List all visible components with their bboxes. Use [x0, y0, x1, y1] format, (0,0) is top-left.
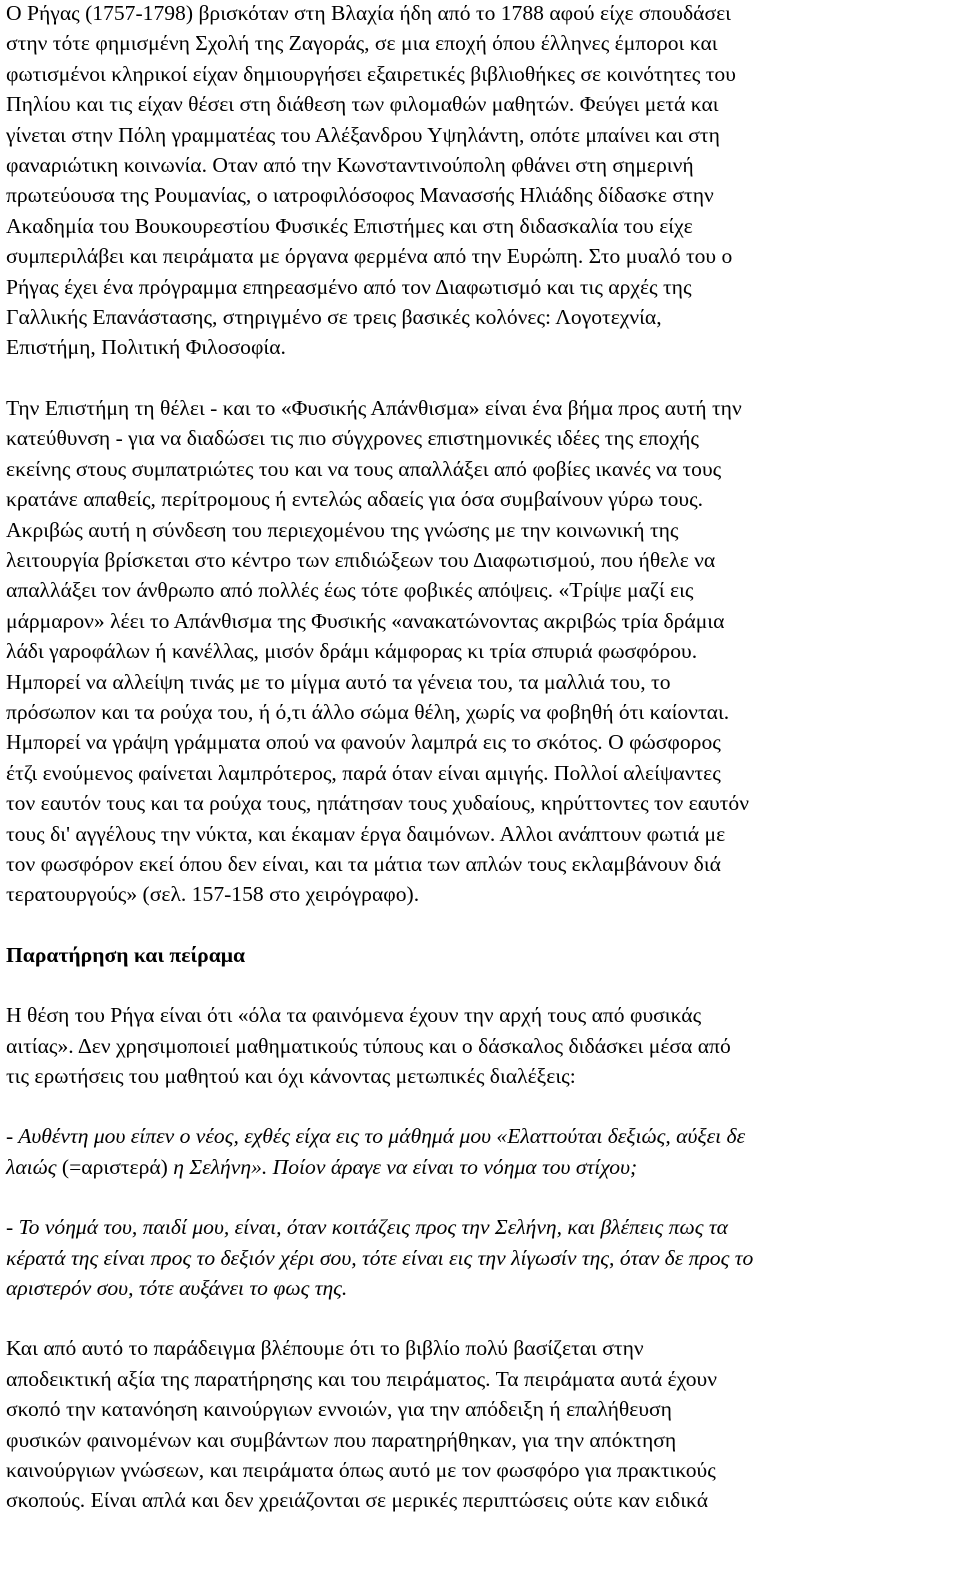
paragraph-observation-experiment	[6, 1333, 956, 1515]
text-line: αριστερόν σου, τότε αυξάνει το φως της.	[6, 1276, 348, 1301]
dialogue-question	[6, 1121, 956, 1182]
text-line: πρωτεύουσα της Ρουμανίας, ο ιατροφιλόσοφος Μανασσής Ηλιάδης δίδασκε στην	[6, 183, 714, 208]
text-line: συμπεριλάβει και πειράματα με όργανα φερμένα από την Ευρώπη. Στο μυαλό του ο	[6, 244, 733, 269]
text-line: κατεύθυνση - για να διαδώσει τις πιο σύγχρονες επιστημονικές ιδέες της εποχής	[6, 426, 699, 451]
text-line: Και από αυτό το παράδειγμα βλέπουμε ότι το βιβλίο πολύ βασίζεται στην	[6, 1336, 644, 1361]
text-line: τον εαυτόν τους και τα ρούχα τους, ηπάτησαν τους χυδαίους, κηρύττοντες τον εαυτόν	[6, 791, 749, 816]
text-line: φαναριώτικη κοινωνία. Οταν από την Κωνσταντινούπολη φθάνει στη σημερινή	[6, 153, 694, 178]
paragraph-spacer	[6, 1091, 956, 1121]
text-line: έτζι ενούμενος φαίνεται λαμπρότερος, παρά όταν είναι αμιγής. Πολλοί αλείψαντες	[6, 760, 721, 785]
text-line: Η θέση του Ρήγα είναι ότι «όλα τα φαινόμενα έχουν την αρχή τους από φυσικάς	[6, 1003, 702, 1028]
text-line: Επιστήμη, Πολιτική Φιλοσοφία.	[6, 335, 286, 360]
text-line: Ακαδημία του Βουκουρεστίου Φυσικές Επιστήμες και στη διδασκαλία του είχε	[6, 213, 693, 238]
text-line: Ημπορεί να γράψη γράμματα οπού να φανούν λαμπρά εις το σκότος. Ο φώσφορος	[6, 730, 721, 755]
text-line: Ο Ρήγας (1757-1798) βρισκόταν στη Βλαχία ήδη από το 1788 αφού είχε σπουδάσει	[6, 1, 731, 25]
text-line: τις ερωτήσεις του μαθητού και όχι κάνοντας μετωπικές διαλέξεις:	[6, 1064, 576, 1088]
text-line: γίνεται στην Πόλη γραμματέας του Αλέξανδρου Υψηλάντη, οπότε μπαίνει και στη	[6, 122, 720, 147]
text-line: Ακριβώς αυτή η σύνδεση του περιεχομένου της γνώσης με την κοινωνική της	[6, 517, 679, 542]
roman-fragment: (=αριστερά)	[61, 1154, 168, 1179]
paragraph-spacer	[6, 1303, 956, 1333]
paragraph-spacer	[6, 363, 956, 393]
text-line: τους δι' αγγέλους την νύκτα, και έκαμαν έργα δαιμόνων. Αλλοι ανάπτουν φωτιά με	[6, 821, 726, 846]
section-heading	[6, 940, 956, 970]
paragraph-spacer	[6, 910, 956, 940]
text-line: Ρήγας έχει ένα πρόγραμμα επηρεασμένο από τον Διαφωτισμό και τις αρχές της	[6, 274, 692, 299]
text-line: - Το νόημά του, παιδί μου, είναι, όταν κοιτάζεις προς την Σελήνη, και βλέπεις πως τα	[6, 1215, 728, 1240]
heading-text: Παρατήρηση και πείραμα	[6, 942, 246, 967]
paragraph-science-aims	[6, 393, 956, 910]
italic-fragment: η Σελήνη». Ποίον άραγε να είναι το νόημα του στίχου;	[167, 1154, 638, 1179]
text-line: καινούργιων γνώσεων, και πειράματα όπως αυτό με τον φωσφόρο για πρακτικούς	[6, 1458, 716, 1483]
text-line: απαλλάξει τον άνθρωπο από πολλές έως τότε φοβικές απόψεις. «Τρίψε μαζί εις	[6, 578, 694, 603]
text-line: Πηλίου και τις είχαν θέσει στη διάθεση των φιλομαθών μαθητών. Φεύγει μετά και	[6, 92, 719, 117]
text-line: τον φωσφόρον εκεί όπου δεν είναι, και τα μάτια των απλών τους εκλαμβάνουν διά	[6, 851, 721, 876]
text-line: σκοπούς. Είναι απλά και δεν χρειάζονται σε μερικές περιπτώσεις ούτε καν ειδικά	[6, 1488, 709, 1513]
document-body	[6, 0, 956, 1516]
text-line: Την Επιστήμη τη θέλει - και το «Φυσικής Απάνθισμα» είναι ένα βήμα προς αυτή την	[6, 395, 742, 420]
dialogue-answer	[6, 1212, 956, 1303]
text-line: λειτουργία βρίσκεται στο κέντρο των επιδιώξεων του Διαφωτισμού, που ήθελε να	[6, 547, 716, 572]
text-line	[6, 1152, 956, 1182]
text-line: Γαλλικής Επανάστασης, στηριγμένο σε τρεις βασικές κολόνες: Λογοτεχνία,	[6, 305, 662, 330]
paragraph-rigas-thesis	[6, 1000, 956, 1091]
text-line: φωτισμένοι κληρικοί είχαν δημιουργήσει εξαιρετικές βιβλιοθήκες σε κοινότητες του	[6, 61, 736, 86]
paragraph-rigas-background	[6, 0, 956, 363]
text-line: φυσικών φαινομένων και συμβάντων που παρατηρήθηκαν, για την απόκτηση	[6, 1427, 677, 1452]
text-line: λάδι γαροφάλων ή κανέλλας, μισόν δράμι κάμφορας κι τρία σπυριά φωσφόρου.	[6, 639, 698, 664]
text-line: Ημπορεί να αλλείψη τινάς με το μίγμα αυτό τα γένεια του, τα μαλλιά του, το	[6, 669, 671, 694]
text-line: κέρατά της είναι προς το δεξιόν χέρι σου, τότε είναι εις την λίγωσίν της, όταν δε προς το	[6, 1245, 754, 1270]
text-line: κρατάνε απαθείς, περίτρομους ή εντελώς αδαείς για όσα συμβαίνουν γύρω τους.	[6, 487, 704, 512]
italic-fragment: λαιώς	[6, 1154, 62, 1179]
text-line: πρόσωπον και τα ρούχα του, ή ό,τι άλλο σώμα θέλη, χωρίς να φοβηθή ότι καίονται.	[6, 699, 730, 724]
text-line: αποδεικτική αξία της παρατήρησης και του πειράματος. Τα πειράματα αυτά έχουν	[6, 1366, 717, 1391]
text-line: εκείνης στους συμπατριώτες του και να τους απαλλάξει από φοβίες ικανές να τους	[6, 456, 722, 481]
text-line: τερατουργούς» (σελ. 157-158 στο χειρόγραφο).	[6, 882, 420, 907]
text-line: σκοπό την κατανόηση καινούργιων εννοιών, για την απόδειξη ή επαλήθευση	[6, 1397, 672, 1422]
paragraph-spacer	[6, 970, 956, 1000]
paragraph-spacer	[6, 1182, 956, 1212]
text-line: αιτίας». Δεν χρησιμοποιεί μαθηματικούς τύπους και ο δάσκαλος διδάσκει μέσα από	[6, 1033, 731, 1058]
text-line: στην τότε φημισμένη Σχολή της Ζαγοράς, σε μια εποχή όπου έλληνες έμποροι και	[6, 31, 718, 56]
text-line: μάρμαρον» λέει το Απάνθισμα της Φυσικής «ανακατώνοντας ακριβώς τρία δράμια	[6, 608, 725, 633]
text-line: - Αυθέντη μου είπεν ο νέος, εχθές είχα εις το μάθημά μου «Ελαττούται δεξιώς, αύξει δε	[6, 1124, 746, 1149]
